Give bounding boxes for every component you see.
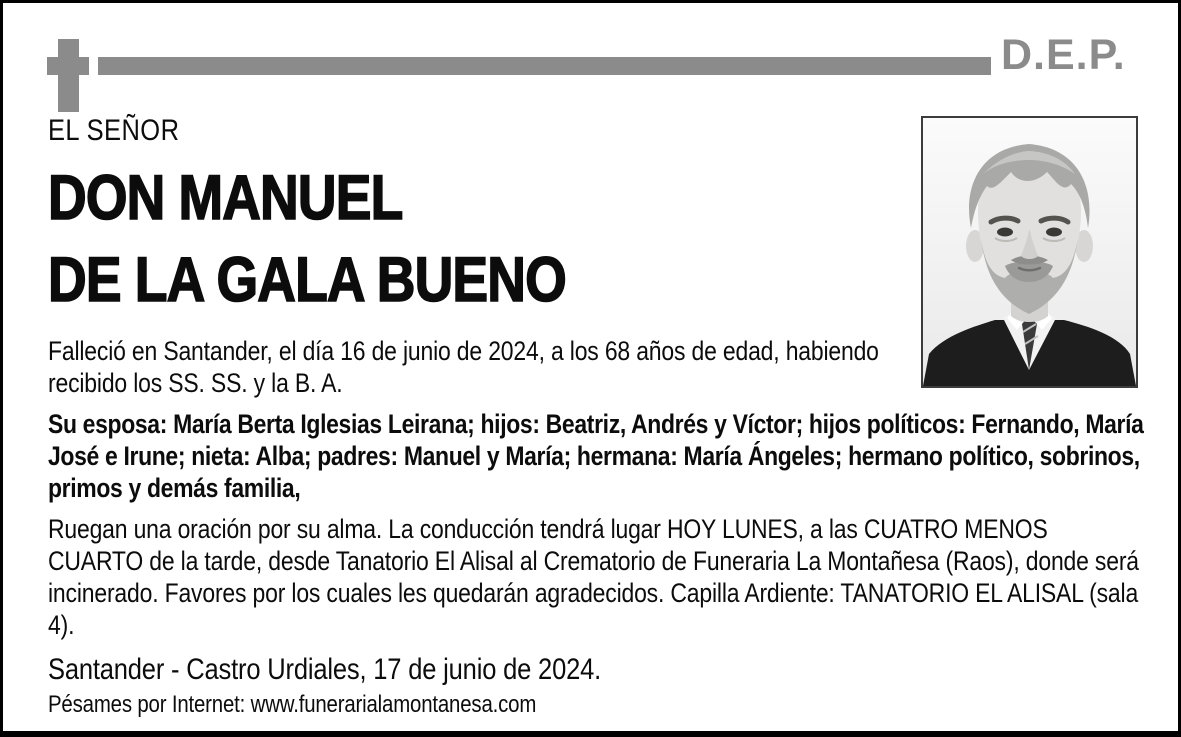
place-and-date: Santander - Castro Urdiales, 17 de junio de 2024. xyxy=(48,653,602,686)
family-list: Su esposa: María Berta Iglesias Leirana; hijos: Beatriz, Andrés y Víctor; hijos políticos: Fernando, María José e Irune; nieta: Alba; padres: Manuel y María; hermana: María Ángeles; hermano político, sobrinos, primos y demás familia, xyxy=(48,409,1144,503)
condolences-label: Pésames por Internet: xyxy=(48,691,251,718)
salutation: EL SEÑOR xyxy=(48,114,180,147)
condolences-url-link[interactable]: www.funerarialamontanesa.com xyxy=(250,691,537,718)
dep-label: D.E.P. xyxy=(1001,31,1126,79)
death-notice: Falleció en Santander, el día 16 de junio de 2024, a los 68 años de edad, habiendo recibido los SS. SS. y la B. A. xyxy=(48,336,879,398)
deceased-name xyxy=(48,157,1145,321)
condolences-line xyxy=(48,691,1145,719)
funeral-details: Ruegan una oración por su alma. La conducción tendrá lugar HOY LUNES, a las CUATRO MENOS CUARTO de la tarde, desde Tanatorio El Alisal al Crematorio de Funeraria La Montañesa (Raos), donde será incinerado. Favores por los cuales les quedarán agradecidos. Capilla Ardiente: TANATORIO EL ALISAL (sala 4). xyxy=(48,514,1139,640)
deceased-name-line2: DE LA GALA BUENO xyxy=(48,245,566,315)
cross-icon-horizontal xyxy=(47,57,89,75)
obituary-text-column xyxy=(48,113,1145,719)
cross-icon-vertical xyxy=(58,39,79,112)
header-rule xyxy=(98,57,991,75)
deceased-name-line1: DON MANUEL xyxy=(48,163,403,233)
